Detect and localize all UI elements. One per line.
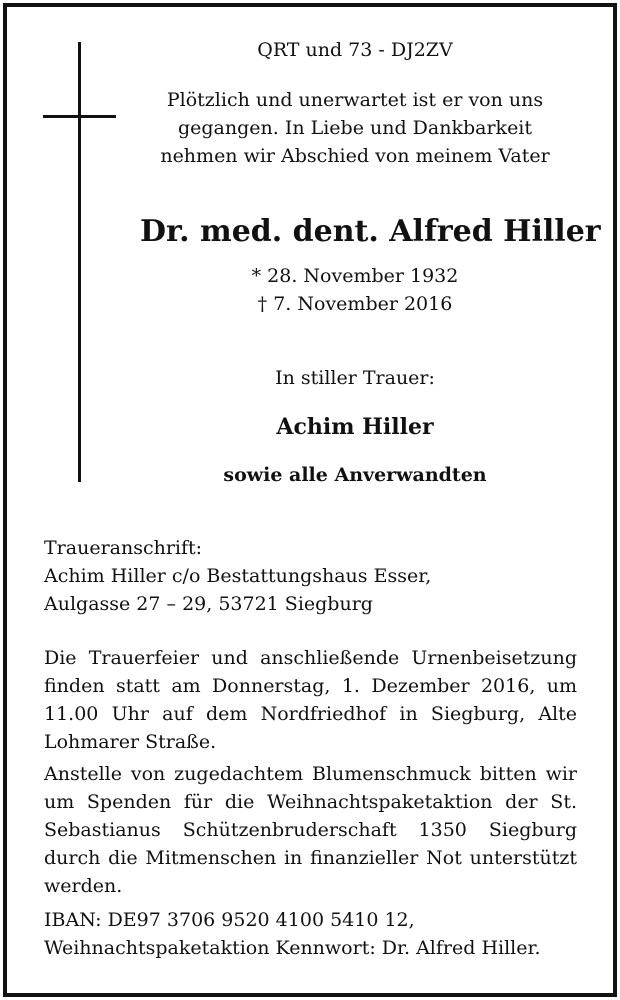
address-line: Achim Hiller c/o Bestattungshaus Esser, (44, 565, 432, 587)
donation-line: Sebastianus Schützenbruderschaft 1350 Siegburg (44, 819, 577, 841)
mourning-address (44, 534, 577, 618)
ceremony-line: finden statt am Donnerstag, 1. Dezember 2016, um (44, 675, 577, 697)
donation-line: werden. (44, 875, 123, 897)
donation-paragraph (44, 760, 577, 900)
death-date: † 7. November 2016 (257, 293, 453, 315)
deceased-name: Dr. med. dent. Alfred Hiller (140, 214, 601, 249)
mourner-name: Achim Hiller (276, 414, 434, 440)
address-line: Aulgasse 27 – 29, 53721 Siegburg (44, 593, 373, 615)
donation-line: um Spenden für die Weihnachtspaketaktion der St. (44, 791, 577, 813)
relatives-line: sowie alle Anverwandten (223, 464, 487, 486)
intro-line: nehmen wir Abschied von meinem Vater (160, 145, 550, 167)
ceremony-line: Die Trauerfeier und anschließende Urnenbeisetzung (44, 647, 577, 669)
iban-line: IBAN: DE97 3706 9520 4100 5410 12, (44, 909, 415, 931)
birth-date: * 28. November 1932 (251, 265, 459, 287)
ceremony-line: 11.00 Uhr auf dem Nordfriedhof in Siegburg, Alte (44, 703, 577, 725)
intro-line: Plötzlich und unerwartet ist er von uns (166, 89, 544, 111)
cross-icon-horizontal-bar (43, 115, 116, 118)
ceremony-line: Lohmarer Straße. (44, 731, 217, 753)
callsign: QRT und 73 - DJ2ZV (257, 39, 453, 61)
cross-icon-vertical-bar (78, 42, 81, 482)
ceremony-paragraph (44, 644, 577, 756)
life-dates (140, 262, 570, 318)
donation-line: Anstelle von zugedachtem Blumenschmuck bitten wir (44, 763, 577, 785)
donation-line: durch die Mitmenschen in finanzieller Not unterstützt (44, 847, 577, 869)
bank-details (44, 906, 577, 962)
reference-line: Weihnachtspaketaktion Kennwort: Dr. Alfred Hiller. (44, 937, 541, 959)
address-line: Traueranschrift: (44, 537, 203, 559)
mourning-intro: In stiller Trauer: (275, 367, 435, 389)
intro-line: gegangen. In Liebe und Dankbarkeit (177, 117, 533, 139)
intro-text (140, 86, 570, 170)
